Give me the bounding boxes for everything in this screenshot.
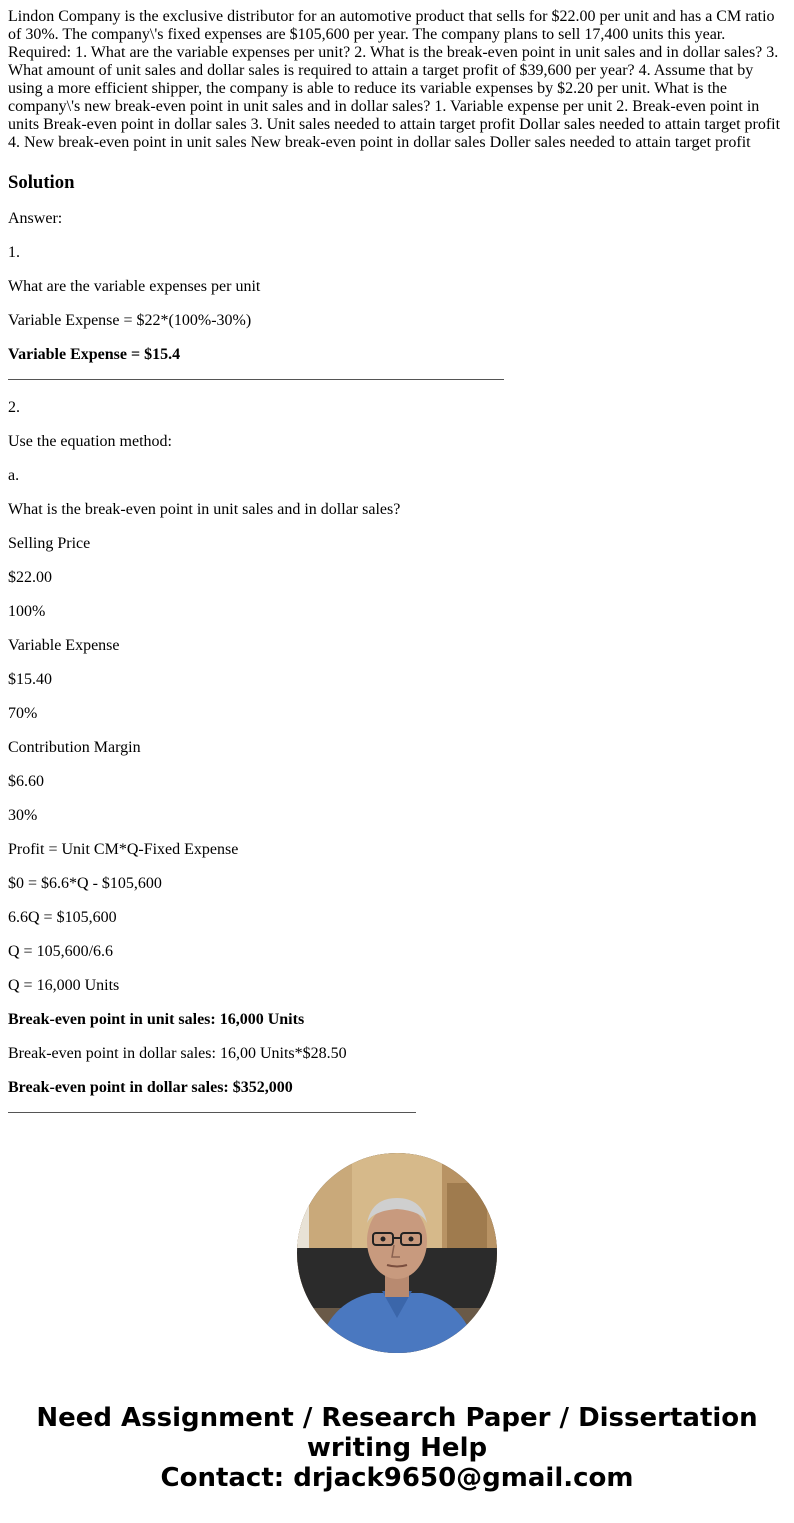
promo-line-2: writing Help bbox=[306, 1433, 488, 1463]
contribution-margin-value: $6.60 bbox=[8, 773, 44, 790]
equation-3: 6.6Q = $105,600 bbox=[8, 909, 117, 926]
promo-banner bbox=[0, 1403, 794, 1493]
part2-method: Use the equation method: bbox=[8, 433, 172, 450]
variable-expense-pct: 70% bbox=[8, 705, 38, 722]
contribution-margin-pct: 30% bbox=[8, 807, 38, 824]
bep-dollars: Break-even point in dollar sales: $352,000 bbox=[8, 1079, 293, 1096]
answer-label: Answer: bbox=[8, 210, 63, 227]
divider bbox=[8, 379, 504, 380]
variable-expense-value: $15.40 bbox=[8, 671, 52, 688]
equation-1: Profit = Unit CM*Q-Fixed Expense bbox=[8, 841, 239, 858]
promo-line-1: Need Assignment / Research Paper / Dissertation bbox=[36, 1403, 758, 1433]
part2-number: 2. bbox=[8, 399, 20, 416]
avatar bbox=[297, 1153, 497, 1353]
part2-sub: a. bbox=[8, 467, 20, 484]
person-photo-icon bbox=[297, 1153, 497, 1353]
equation-5: Q = 16,000 Units bbox=[8, 977, 120, 994]
selling-price-label: Selling Price bbox=[8, 535, 91, 552]
equation-2: $0 = $6.6*Q - $105,600 bbox=[8, 875, 162, 892]
promo-contact: Contact: drjack9650@gmail.com bbox=[160, 1463, 634, 1493]
bep-dollar-calc: Break-even point in dollar sales: 16,00 Units*$28.50 bbox=[8, 1045, 347, 1062]
selling-price-value: $22.00 bbox=[8, 569, 52, 586]
part1-question: What are the variable expenses per unit bbox=[8, 278, 261, 295]
contribution-margin-label: Contribution Margin bbox=[8, 739, 141, 756]
variable-expense-label: Variable Expense bbox=[8, 637, 120, 654]
equation-4: Q = 105,600/6.6 bbox=[8, 943, 114, 960]
bep-units: Break-even point in unit sales: 16,000 Units bbox=[8, 1011, 305, 1028]
solution-heading: Solution bbox=[8, 172, 75, 193]
part1-result: Variable Expense = $15.4 bbox=[8, 346, 181, 363]
divider bbox=[8, 1112, 416, 1113]
selling-price-pct: 100% bbox=[8, 603, 46, 620]
part1-number: 1. bbox=[8, 244, 20, 261]
question-text: Lindon Company is the exclusive distributor for an automotive product that sells for $22.00 per unit and has a CM ratio of 30%. The company\'s fixed expenses are $105,600 per year. The company plans to sell 17,400 units this year. Required: 1. What are the variable expenses per unit? 2. What is the break-even point in unit sales and in dollar sales? 3. What amount of unit sales and dollar sales is required to attain a target profit of $39,600 per year? 4. Assume that by using a more efficient shipper, the company is able to reduce its variable expenses by $2.20 per unit. What is the company\'s new break-even point in unit sales and in dollar sales? 1. Variable expense per unit 2. Break-even point in units Break-even point in dollar sales 3. Unit sales needed to attain target profit Dollar sales needed to attain target profit 4. New break-even point in unit sales New break-even point in dollar sales Doller sales needed to attain target profit bbox=[8, 8, 781, 151]
part2-question: What is the break-even point in unit sales and in dollar sales? bbox=[8, 501, 401, 518]
part1-formula: Variable Expense = $22*(100%-30%) bbox=[8, 312, 252, 329]
